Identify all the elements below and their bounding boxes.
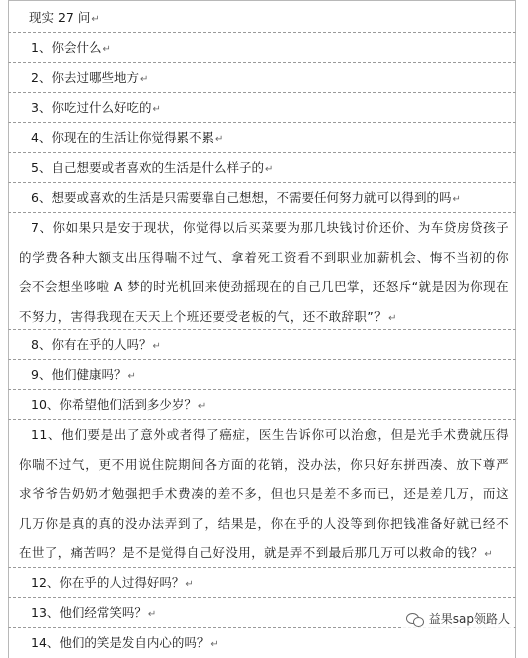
question-row: 12、你在乎的人过得好吗？↵ — [8, 568, 516, 598]
watermark-text: 益果sap领路人 — [428, 612, 510, 626]
wechat-watermark — [402, 608, 514, 629]
question-row: 2、你去过哪些地方↵ — [8, 63, 516, 93]
question-row: 6、想要或喜欢的生活是只需要靠自己想想，不需要任何努力就可以得到的吗↵ — [8, 183, 516, 213]
question-row: 8、你有在乎的人吗？↵ — [8, 330, 516, 360]
question-row: 4、你现在的生活让你觉得累不累↵ — [8, 123, 516, 153]
question-row: 9、他们健康吗？↵ — [8, 360, 516, 390]
document-title: 现实 27 问↵ — [8, 0, 516, 33]
question-row: 14、他们的笑是发自内心的吗？↵ — [8, 628, 516, 658]
question-row-long: 11、他们要是出了意外或者得了癌症，医生告诉你可以治愈，但是光手术费就压得你喘不过气，更不用说住院期间各方面的花销，没办法，你只好东拼西凑、放下尊严求爷爷告奶奶才勉强把手术费凑的差不多，但也只是差不多而已，还是差几万，而这几万你是真的真的没办法弄到了，结果是，你在乎的人没等到你把钱准备好就已经不在世了，痛苦吗？是不是觉得自己好没用，就是弄不到最后那几万可以救命的钱？↵ — [8, 420, 516, 568]
title-text: 现实 27 问 — [29, 10, 91, 25]
wechat-icon — [406, 612, 424, 626]
question-row: 10、你希望他们活到多少岁？↵ — [8, 390, 516, 420]
question-row-long: 7、你如果只是安于现状，你觉得以后买菜要为那几块钱讨价还价、为车贷房贷孩子的学费各种大额支出压得喘不过气、拿着死工资看不到职业加薪机会、悔不当初的你会不会想坐哆啦 A 梦的时光机回来使劲摇现在的自己几巴掌，还怒斥“就是因为你现在不努力，害得我现在天天上个班还要受老板的气，还不敢辞职”？↵ — [8, 213, 516, 330]
question-row: 3、你吃过什么好吃的↵ — [8, 93, 516, 123]
question-row: 13、他们经常笑吗？↵ — [8, 598, 516, 628]
question-row: 5、自己想要或者喜欢的生活是什么样子的↵ — [8, 153, 516, 183]
question-row: 1、你会什么↵ — [8, 33, 516, 63]
question-document — [8, 0, 516, 658]
